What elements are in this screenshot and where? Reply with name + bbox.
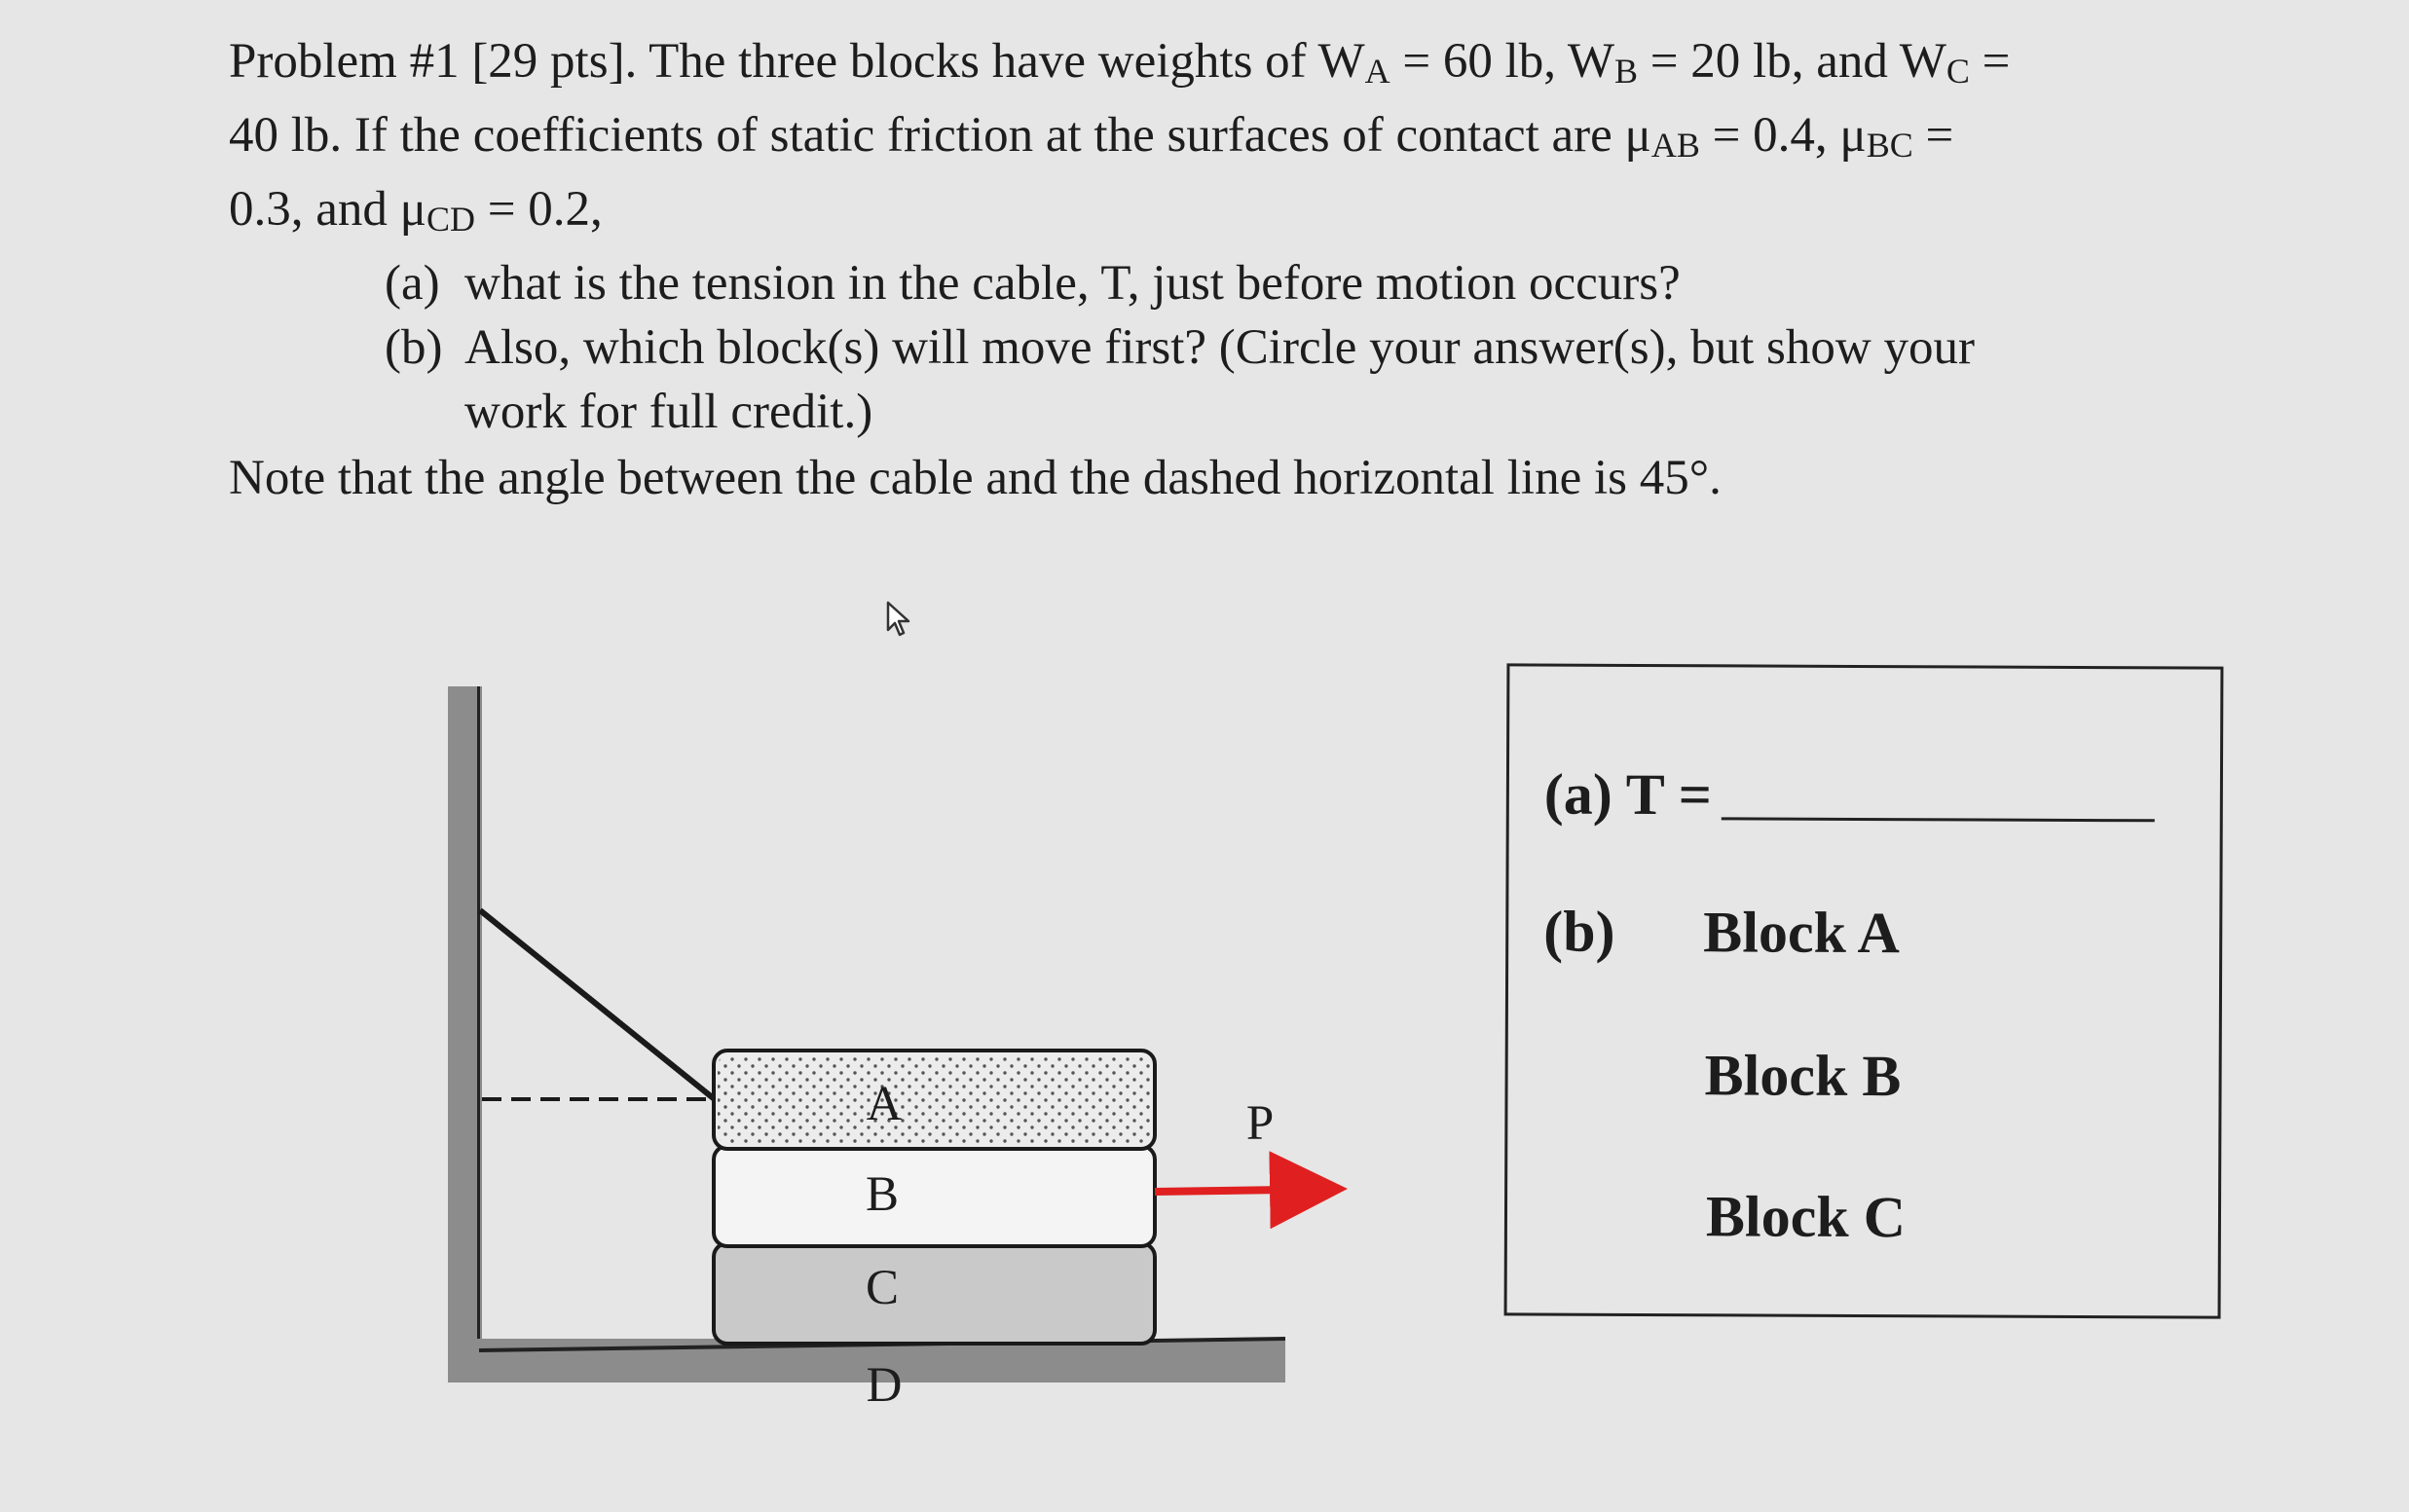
part-a-text: what is the tension in the cable, T, just before motion occurs? — [464, 256, 1681, 311]
wall-outline — [477, 686, 480, 1353]
part-b-label: (b) — [385, 320, 443, 375]
problem-line-2: 40 lb. If the coefficients of static friction at the surfaces of contact are μAB = 0.4, μBC = — [229, 108, 1954, 165]
part-b-text-cont: work for full credit.) — [464, 385, 873, 439]
surface-d-label: D — [866, 1358, 903, 1413]
block-c-label: C — [865, 1261, 900, 1315]
force-p-arrow — [1155, 1190, 1285, 1192]
cable — [480, 910, 716, 1100]
part-a-label: (a) — [385, 256, 440, 311]
answer-b-label: (b) — [1543, 899, 1615, 964]
problem-line-1: Problem #1 [29 pts]. The three blocks have weights of WA = 60 lb, WB = 20 lb, and WC = — [229, 34, 2011, 91]
answer-a — [1544, 761, 2155, 831]
wall — [448, 686, 482, 1383]
choice-block-c[interactable]: Block C — [1705, 1184, 1907, 1250]
angle-note: Note that the angle between the cable and the dashed horizontal line is 45°. — [229, 451, 1722, 505]
answer-box — [1504, 663, 2224, 1318]
answer-a-label: (a) T = — [1543, 761, 1713, 828]
block-b-label: B — [865, 1167, 900, 1222]
problem-line-3: 0.3, and μCD = 0.2, — [229, 182, 603, 239]
answer-a-blank[interactable] — [1722, 764, 2155, 822]
part-b-text: Also, which block(s) will move first? (Circle your answer(s), but show your — [464, 320, 1975, 375]
choice-block-a[interactable]: Block A — [1703, 900, 1901, 966]
force-p-label: P — [1245, 1096, 1275, 1151]
block-a-label: A — [866, 1077, 903, 1131]
choice-block-b[interactable]: Block B — [1704, 1043, 1902, 1109]
